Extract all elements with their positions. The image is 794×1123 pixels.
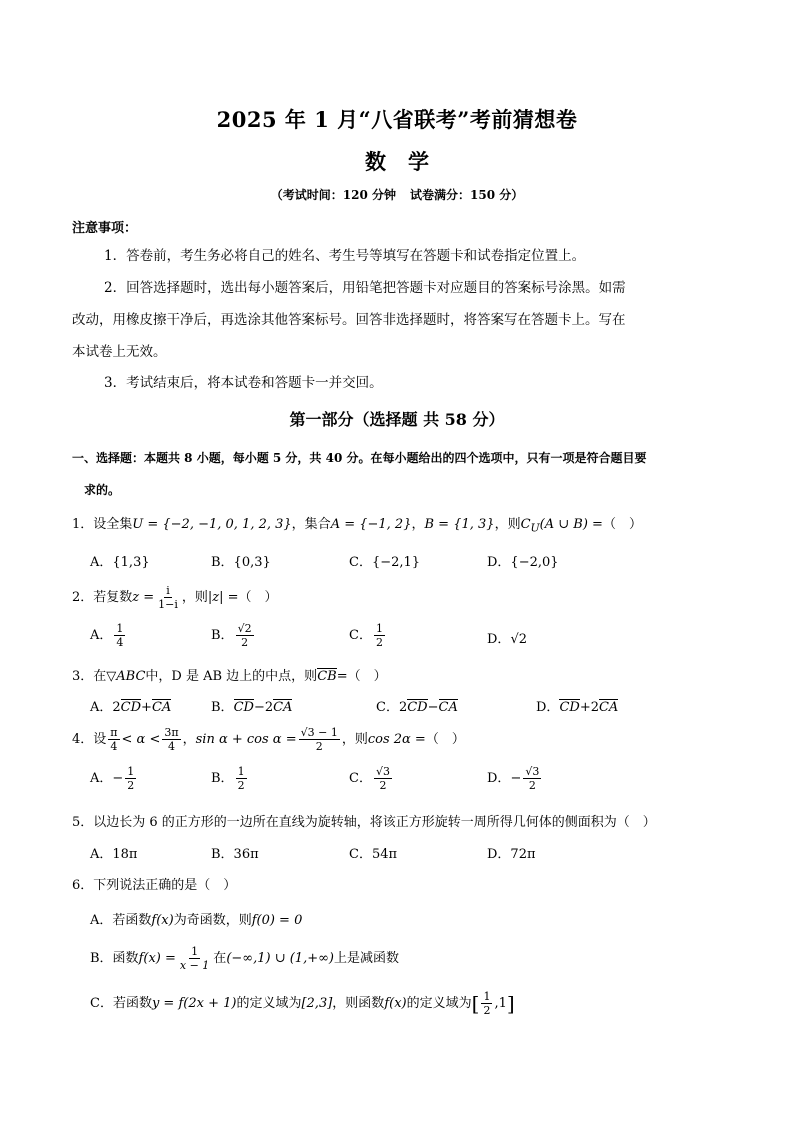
q5-option-a: A．18π [90, 847, 138, 862]
q5-option-c: C．54π [349, 847, 398, 862]
section-instructions-line-2: 求的。 [84, 483, 121, 497]
q3-prefix: 3．在 [72, 669, 107, 684]
q4-answer-blank: （ ） [425, 732, 465, 747]
q4-ask: cos 2α = [367, 732, 426, 747]
q1-text: ， [411, 517, 425, 532]
question-1 [72, 513, 732, 535]
q3-option-b: B．CD−2CA [211, 700, 293, 715]
exam-title: 2025 年 1 月“八省联考”考前猜想卷 [216, 107, 578, 132]
q4-option-d: D．− $\frac{√3}{2}$ [487, 765, 540, 792]
q1-complement: C [520, 517, 531, 532]
q3-option-a: A．2CD+CA [90, 700, 172, 715]
subject-title: 数学 [365, 149, 451, 174]
q2-answer-blank: （ ） [238, 590, 278, 605]
notice-item-2-line-3: 本试卷上无效。 [72, 344, 167, 360]
section-instructions [72, 442, 726, 506]
q1-text: ，则 [494, 517, 521, 532]
exam-time: （考试时间：120 分钟 [270, 188, 396, 202]
question-6: 6．下列说法正确的是（ ） [72, 878, 237, 893]
q1-option-c: C．{−2,1} [349, 555, 421, 570]
question-3 [72, 665, 732, 684]
q4-prefix: 4．设 [72, 732, 107, 747]
q1-option-b: B．{0,3} [211, 555, 271, 570]
q3-option-d: D．CD+2CA [536, 700, 619, 715]
q6-option-c: C．若函数y = f(2x + 1)的定义域为[2,3]，则函数f(x)的定义域为[ $\frac{1}{2}$ ,1] [90, 990, 515, 1017]
q1-set-u: U = {−2, −1, 0, 1, 2, 3} [132, 517, 292, 532]
notice-item-3: 3．考试结束后，将本试卷和答题卡一并交回。 [104, 375, 383, 391]
q1-expression: (A ∪ B) = [539, 517, 603, 532]
q4-inequality: < α < [121, 732, 161, 747]
exam-info [0, 186, 794, 203]
q2-prefix: 2．若复数 [72, 590, 133, 605]
q2-option-d: D．√2 [487, 632, 527, 647]
q4-option-b: B． $\frac{1}{2}$ [211, 765, 245, 792]
question-4: 4．设 $\frac{\pi}{4}$ < α < $\frac{3\pi}{4}$ ，sin α + cos α = $\frac{√3 - 1}{2}$ ，则cos 2α =（ ） [72, 726, 465, 753]
q1-complement-sub: U [530, 521, 540, 535]
q1-option-a: A．{1,3} [90, 555, 150, 570]
q4-option-a: A．− $\frac{1}{2}$ [90, 765, 135, 792]
q1-option-d: D．{−2,0} [487, 555, 559, 570]
notice-item-2-line-1: 2．回答选择题时，选出每小题答案后，用铅笔把答题卡对应题目的答案标号涂黑。如需 [104, 280, 626, 296]
q1-answer-blank: （ ） [602, 517, 642, 532]
q1-prefix: 1．设全集 [72, 517, 133, 532]
q2-fraction: $\frac{i}{1-i}$ [158, 584, 178, 611]
q1-set-b: B = {1, 3} [424, 517, 495, 532]
q3-text: 中，D 是 AB 边上的中点，则 [145, 669, 318, 684]
question-2 [72, 584, 732, 611]
part-one-title: 第一部分（选择题 共 58 分） [289, 410, 505, 429]
section-instructions-line-1: 一、选择题：本题共 8 小题，每小题 5 分，共 40 分。在每小题给出的四个选项中，只有一项是符合题目要 [72, 451, 647, 465]
q5-option-b: B．36π [211, 847, 259, 862]
notice-item-2-line-2: 改动，用橡皮擦干净后，再选涂其他答案标号。回答非选择题时，将答案写在答题卡上。写在 [72, 312, 626, 328]
question-5: 5．以边长为 6 的正方形的一边所在直线为旋转轴，将该正方形旋转一周所得几何体的侧面积为（ ） [72, 815, 656, 830]
q1-text: ，集合 [291, 517, 331, 532]
q2-option-c: C． $\frac{1}{2}$ [349, 622, 383, 649]
q2-text: ，则 [181, 590, 208, 605]
q1-set-a: A = {−1, 2} [330, 517, 412, 532]
q6-option-a: A．若函数f(x)为奇函数，则f(0) = 0 [90, 913, 303, 928]
q3-answer-blank: =（ ） [336, 669, 387, 684]
q2-z: z = [132, 590, 155, 605]
q4-given: sin α + cos α = [195, 732, 297, 747]
notice-item-1: 1．答卷前，考生务必将自己的姓名、考生号等填写在答题卡和试卷指定位置上。 [104, 248, 586, 264]
exam-score: 试卷满分：150 分） [410, 188, 524, 202]
q3-vector-cb: CB [317, 669, 337, 684]
q6-option-b: B．函数f(x) = $\frac{1}{x - 1}$ 在(−∞,1) ∪ (1,+∞)上是减函数 [90, 945, 400, 972]
q2-option-a: A． $\frac{1}{4}$ [90, 622, 124, 649]
q3-triangle: ▽ABC [106, 669, 146, 684]
q4-option-c: C． $\frac{√3}{2}$ [349, 765, 390, 792]
q5-option-d: D．72π [487, 847, 536, 862]
q2-abs: |z| = [207, 590, 239, 605]
notice-title: 注意事项： [72, 221, 138, 236]
q2-option-b: B． $\frac{√2}{2}$ [211, 622, 252, 649]
q3-option-c: C．2CD−CA [376, 700, 458, 715]
